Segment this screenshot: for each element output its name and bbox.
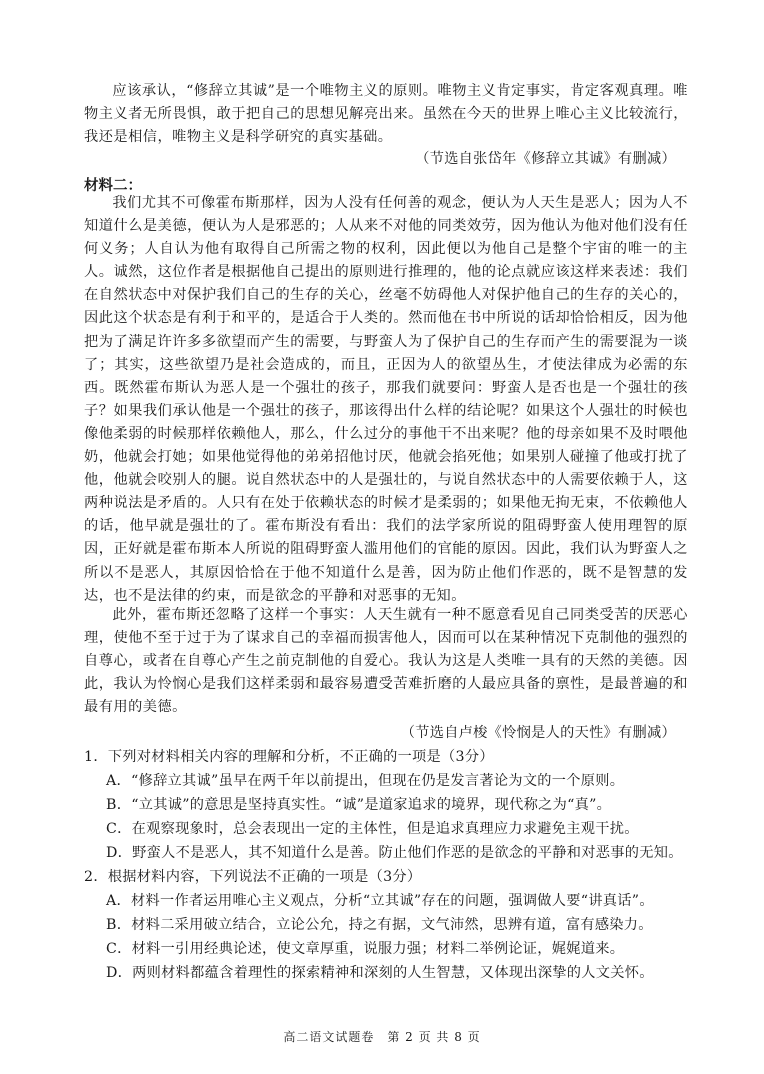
passage1-source: （节选自张岱年《修辞立其诚》有删减） [415, 151, 676, 167]
passage2-source: （节选自卢梭《怜悯是人的天性》有删减） [400, 725, 676, 741]
question-2-option-d: D．两则材料都蕴含着理性的探索精神和深刻的人生智慧，又体现出深挚的人文关怀。 [106, 965, 654, 981]
question-1-stem: 1．下列对材料相关内容的理解和分析，不正确的一项是（3分） [84, 749, 494, 765]
question-2-option-c: C．材料一引用经典论述，使文章厚重，说服力强；材料二举例论证，娓娓道来。 [106, 941, 625, 957]
passage1-paragraph: 应该承认，“修辞立其诚”是一个唯物主义的原则。唯物主义肯定事实，肯定客观真理。唯物主义者无所畏惧，敢于把自己的思想见解亮出来。虽然在今天的世界上唯心主义比较流行，我还是相信，唯物主义是科学研究的真实基础。 [84, 83, 688, 146]
question-1-option-c: C．在观察现象时，总会表现出一定的主体性，但是追求真理应力求避免主观干扰。 [106, 821, 639, 837]
passage2-heading: 材料二： [84, 177, 142, 194]
question-2-stem: 2．根据材料内容，下列说法不正确的一项是（3分） [84, 869, 422, 885]
passage2-paragraph-1: 我们尤其不可像霍布斯那样，因为人没有任何善的观念，便认为人天生是恶人；因为人不知道什么是美德，便认为人是邪恶的；人从来不对他的同类效劳，因为他认为他对他们没有任何义务；人自认为他有取得自己所需之物的权利，因此便以为他自己是整个宇宙的唯一的主人。诚然，这位作者是根据他自己提出的原则进行推理的，他的论点就应该这样来表述：我们在自然状态中对保护我们自己的生存的关心，丝毫不妨碍他人对保护他自己的生存的关心的，因此这个状态是有利于和平的，是适合于人类的。然而他在书中所说的话却恰恰相反，因为他把为了满足许许多多欲望而产生的需要，与野蛮人为了保护自己的生存而产生的需要混为一谈了；其实，这些欲望乃是社会造成的，而且，正因为人的欲望丛生，才使法律成为必需的东西。既然霍布斯认为恶人是一个强壮的孩子，那我们就要问：野蛮人是否也是一个强壮的孩子？如果我们承认他是一个强壮的孩子，那该得出什么样的结论呢？如果这个人强壮的时候也像他柔弱的时候那样依赖他人，那么，什么过分的事他干不出来呢？他的母亲如果不及时喂他奶，他就会打她；如果他觉得他的弟弟招他讨厌，他就会掐死他；如果别人碰撞了他或打扰了他，他就会咬别人的腿。说自然状态中的人是强壮的，与说自然状态中的人需要依赖于人，这两种说法是矛盾的。人只有在处于依赖状态的时候才是柔弱的；如果他无拘无束，不依赖他人的话，他早就是强壮的了。霍布斯没有看出：我们的法学家所说的阻碍野蛮人使用理智的原因，正好就是霍布斯本人所说的阻碍野蛮人滥用他们的官能的原因。因此，我们认为野蛮人之所以不是恶人，其原因恰恰在于他不知道什么是善，因为防止他们作恶的，既不是智慧的发达，也不是法律的约束，而是欲念的平静和对恶事的无知。 [84, 195, 688, 604]
question-1-option-d: D．野蛮人不是恶人，其不知道什么是善。防止他们作恶的是欲念的平静和对恶事的无知。 [106, 845, 683, 861]
question-1-option-a: A．“修辞立其诚”虽早在两千年以前提出，但现在仍是发言著论为文的一个原则。 [106, 773, 625, 789]
passage2-paragraph-2: 此外，霍布斯还忽略了这样一个事实：人天生就有一种不愿意看见自己同类受苦的厌恶心理，使他不至于过于为了谋求自己的幸福而损害他人，因而可以在某种情况下克制他的强烈的自尊心，或者在自尊心产生之前克制他的自爱心。我认为这是人类唯一具有的天然的美德。因此，我认为怜悯心是我们这样柔弱和最容易遭受苦难折磨的人最应具备的禀性，是最普遍的和最有用的美德。 [84, 607, 688, 716]
page-footer: 高二语文试题卷 第 2 页 共 8 页 [283, 1030, 481, 1044]
question-1-option-b: B．“立其诚”的意思是坚持真实性。“诚”是道家追求的境界，现代称之为“真”。 [106, 797, 612, 813]
question-2-option-a: A．材料一作者运用唯心主义观点，分析“立其诚”存在的问题，强调做人要“讲真话”。 [106, 893, 654, 909]
question-2-option-b: B．材料二采用破立结合，立论公允，持之有据，文气沛然，思辨有道，富有感染力。 [106, 917, 653, 933]
